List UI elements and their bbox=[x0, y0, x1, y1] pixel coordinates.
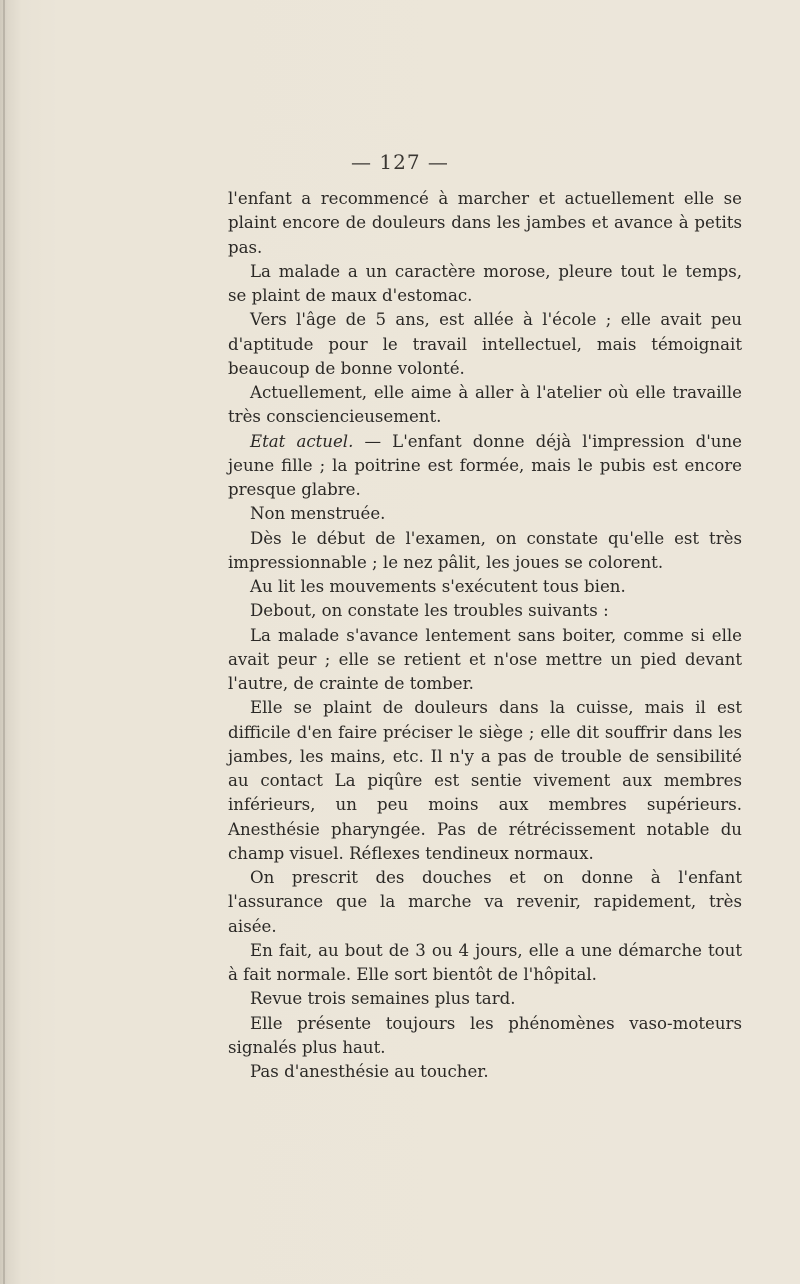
page-gutter bbox=[3, 0, 5, 1284]
paragraph: Elle se plaint de douleurs dans la cuisse, mais il est difficile d'en faire préciser le siège ; elle dit souffrir dans les jambes, les mains, etc. Il n'y a pas de trouble de sensibilité au contact La piqûre est sentie vivement aux membres inférieurs, un peu moins aux membres supérieurs. Anesthésie pharyngée. Pas de rétrécissement notable du champ visuel. Réflexes tendineux normaux. bbox=[228, 698, 742, 863]
paragraph: Au lit les mouvements s'exécutent tous bien. bbox=[250, 577, 626, 596]
paragraph: l'enfant a recommencé à marcher et actuellement elle se plaint encore de douleurs dans les jambes et avance à petits pas. bbox=[228, 189, 742, 257]
paragraph: Revue trois semaines plus tard. bbox=[250, 989, 516, 1009]
paragraph: Pas d'anesthésie au toucher. bbox=[250, 1062, 489, 1081]
paragraph-text: — L'enfant donne déjà l'impression d'une jeune fille ; la poitrine est formée, mais le pubis est encore presque glabre. bbox=[228, 431, 743, 499]
paragraph: En fait, au bout de 3 ou 4 jours, elle a une démarche tout à fait normale. Elle sort bientôt de l'hôpital. bbox=[228, 940, 742, 984]
paragraph: Debout, on constate les troubles suivants : bbox=[250, 601, 609, 621]
paragraph: Vers l'âge de 5 ans, est allée à l'école ; elle avait peu d'aptitude pour le travail intellectuel, mais témoignait beaucoup de bonne volonté. bbox=[228, 310, 742, 378]
paragraph: La malade s'avance lentement sans boiter, comme si elle avait peur ; elle se retient et n'ose mettre un pied devant l'autre, de crainte de tomber. bbox=[228, 625, 742, 693]
paragraph bbox=[228, 430, 742, 503]
section-label: Etat actuel. bbox=[250, 431, 354, 451]
paragraph: Elle présente toujours les phénomènes vaso-moteurs signalés plus haut. bbox=[228, 1013, 742, 1057]
page-number: — 127 — bbox=[351, 150, 449, 174]
paragraph: Dès le début de l'examen, on constate qu'elle est très impressionnable ; le nez pâlit, les joues se colorent. bbox=[228, 528, 742, 572]
paragraph: On prescrit des douches et on donne à l'enfant l'assurance que la marche va revenir, rapidement, très aisée. bbox=[228, 868, 742, 936]
paragraph: La malade a un caractère morose, pleure tout le temps, se plaint de maux d'estomac. bbox=[228, 261, 742, 305]
paragraph: Non menstruée. bbox=[250, 504, 386, 524]
body-text bbox=[228, 187, 742, 1084]
paragraph: Actuellement, elle aime à aller à l'atelier où elle travaille très consciencieusement. bbox=[228, 383, 742, 427]
